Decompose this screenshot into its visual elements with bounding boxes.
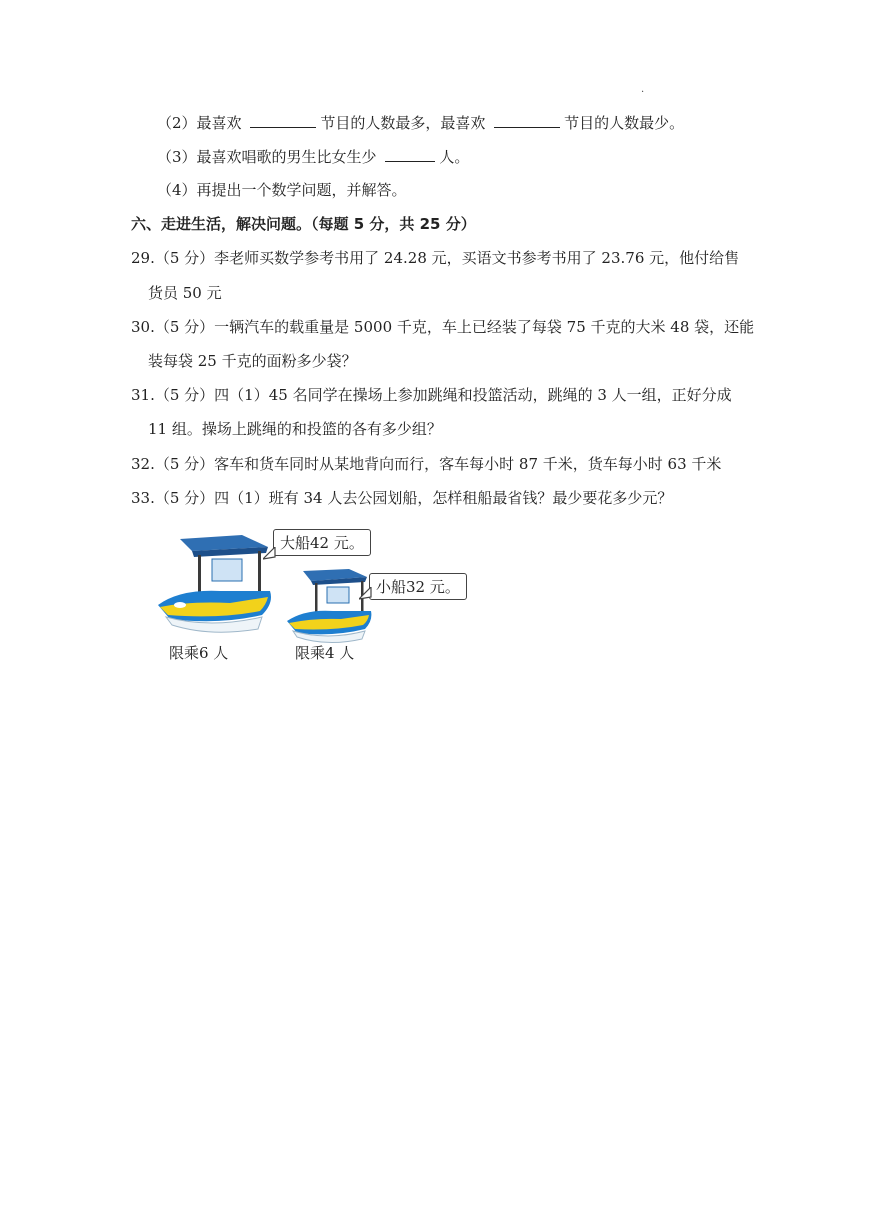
small-boat-price-callout bbox=[369, 573, 467, 600]
question-3-part-2: 人。 bbox=[439, 148, 470, 166]
small-callout-pointer bbox=[359, 587, 373, 601]
question-3-part-1: 最喜欢唱歌的男生比女生少 bbox=[196, 148, 377, 166]
big-boat-image bbox=[150, 525, 280, 640]
small-boat-price: 小船32 元。 bbox=[376, 578, 460, 596]
question-4-text: 再提出一个数学问题，并解答。 bbox=[196, 181, 407, 199]
question-2-part-2: 节目的人数最多，最喜欢 bbox=[320, 114, 486, 132]
question-2-part-1: 最喜欢 bbox=[196, 114, 242, 132]
answer-blank-singing[interactable] bbox=[385, 147, 435, 162]
question-3 bbox=[157, 146, 469, 168]
boat-rental-figure bbox=[145, 525, 475, 665]
big-boat-price-callout bbox=[273, 529, 371, 556]
question-4-number: （4） bbox=[157, 181, 197, 199]
big-callout-pointer bbox=[263, 547, 277, 561]
problem-29-line-1: 29.（5 分）李老师买数学参考书用了 24.28 元，买语文书参考书用了 23.76 元，他付给售 bbox=[131, 249, 740, 267]
section-heading: 六、走进生活，解决问题。（每题 5 分，共 25 分） bbox=[131, 215, 476, 233]
question-3-number: （3） bbox=[157, 148, 197, 166]
question-4 bbox=[157, 179, 407, 201]
answer-blank-least[interactable] bbox=[494, 113, 560, 128]
problem-33: 33.（5 分）四（1）班有 34 人去公园划船，怎样租船最省钱？最少要花多少元？ bbox=[131, 489, 673, 507]
small-boat-limit: 限乘4 人 bbox=[295, 644, 355, 662]
problem-31-line-1: 31.（5 分）四（1）45 名同学在操场上参加跳绳和投篮活动，跳绳的 3 人一组，正好分成 bbox=[131, 386, 732, 404]
question-2-part-3: 节目的人数最少。 bbox=[564, 114, 685, 132]
big-boat-price: 大船42 元。 bbox=[280, 534, 364, 552]
question-2 bbox=[157, 112, 684, 134]
big-boat-limit: 限乘6 人 bbox=[169, 644, 229, 662]
problem-29-line-2: 货员 50 元 bbox=[148, 284, 222, 302]
problem-32: 32.（5 分）客车和货车同时从某地背向而行，客车每小时 87 千米，货车每小时 63 千米 bbox=[131, 455, 722, 473]
problem-31-line-2: 11 组。操场上跳绳的和投篮的各有多少组？ bbox=[148, 420, 442, 438]
question-2-number: （2） bbox=[157, 114, 197, 132]
problem-30-line-2: 装每袋 25 千克的面粉多少袋？ bbox=[148, 352, 357, 370]
answer-blank-most[interactable] bbox=[250, 113, 316, 128]
problem-30-line-1: 30.（5 分）一辆汽车的载重量是 5000 千克，车上已经装了每袋 75 千克的大米 48 袋，还能 bbox=[131, 318, 755, 336]
small-boat-image bbox=[283, 563, 378, 648]
header-mark: . bbox=[641, 84, 645, 95]
